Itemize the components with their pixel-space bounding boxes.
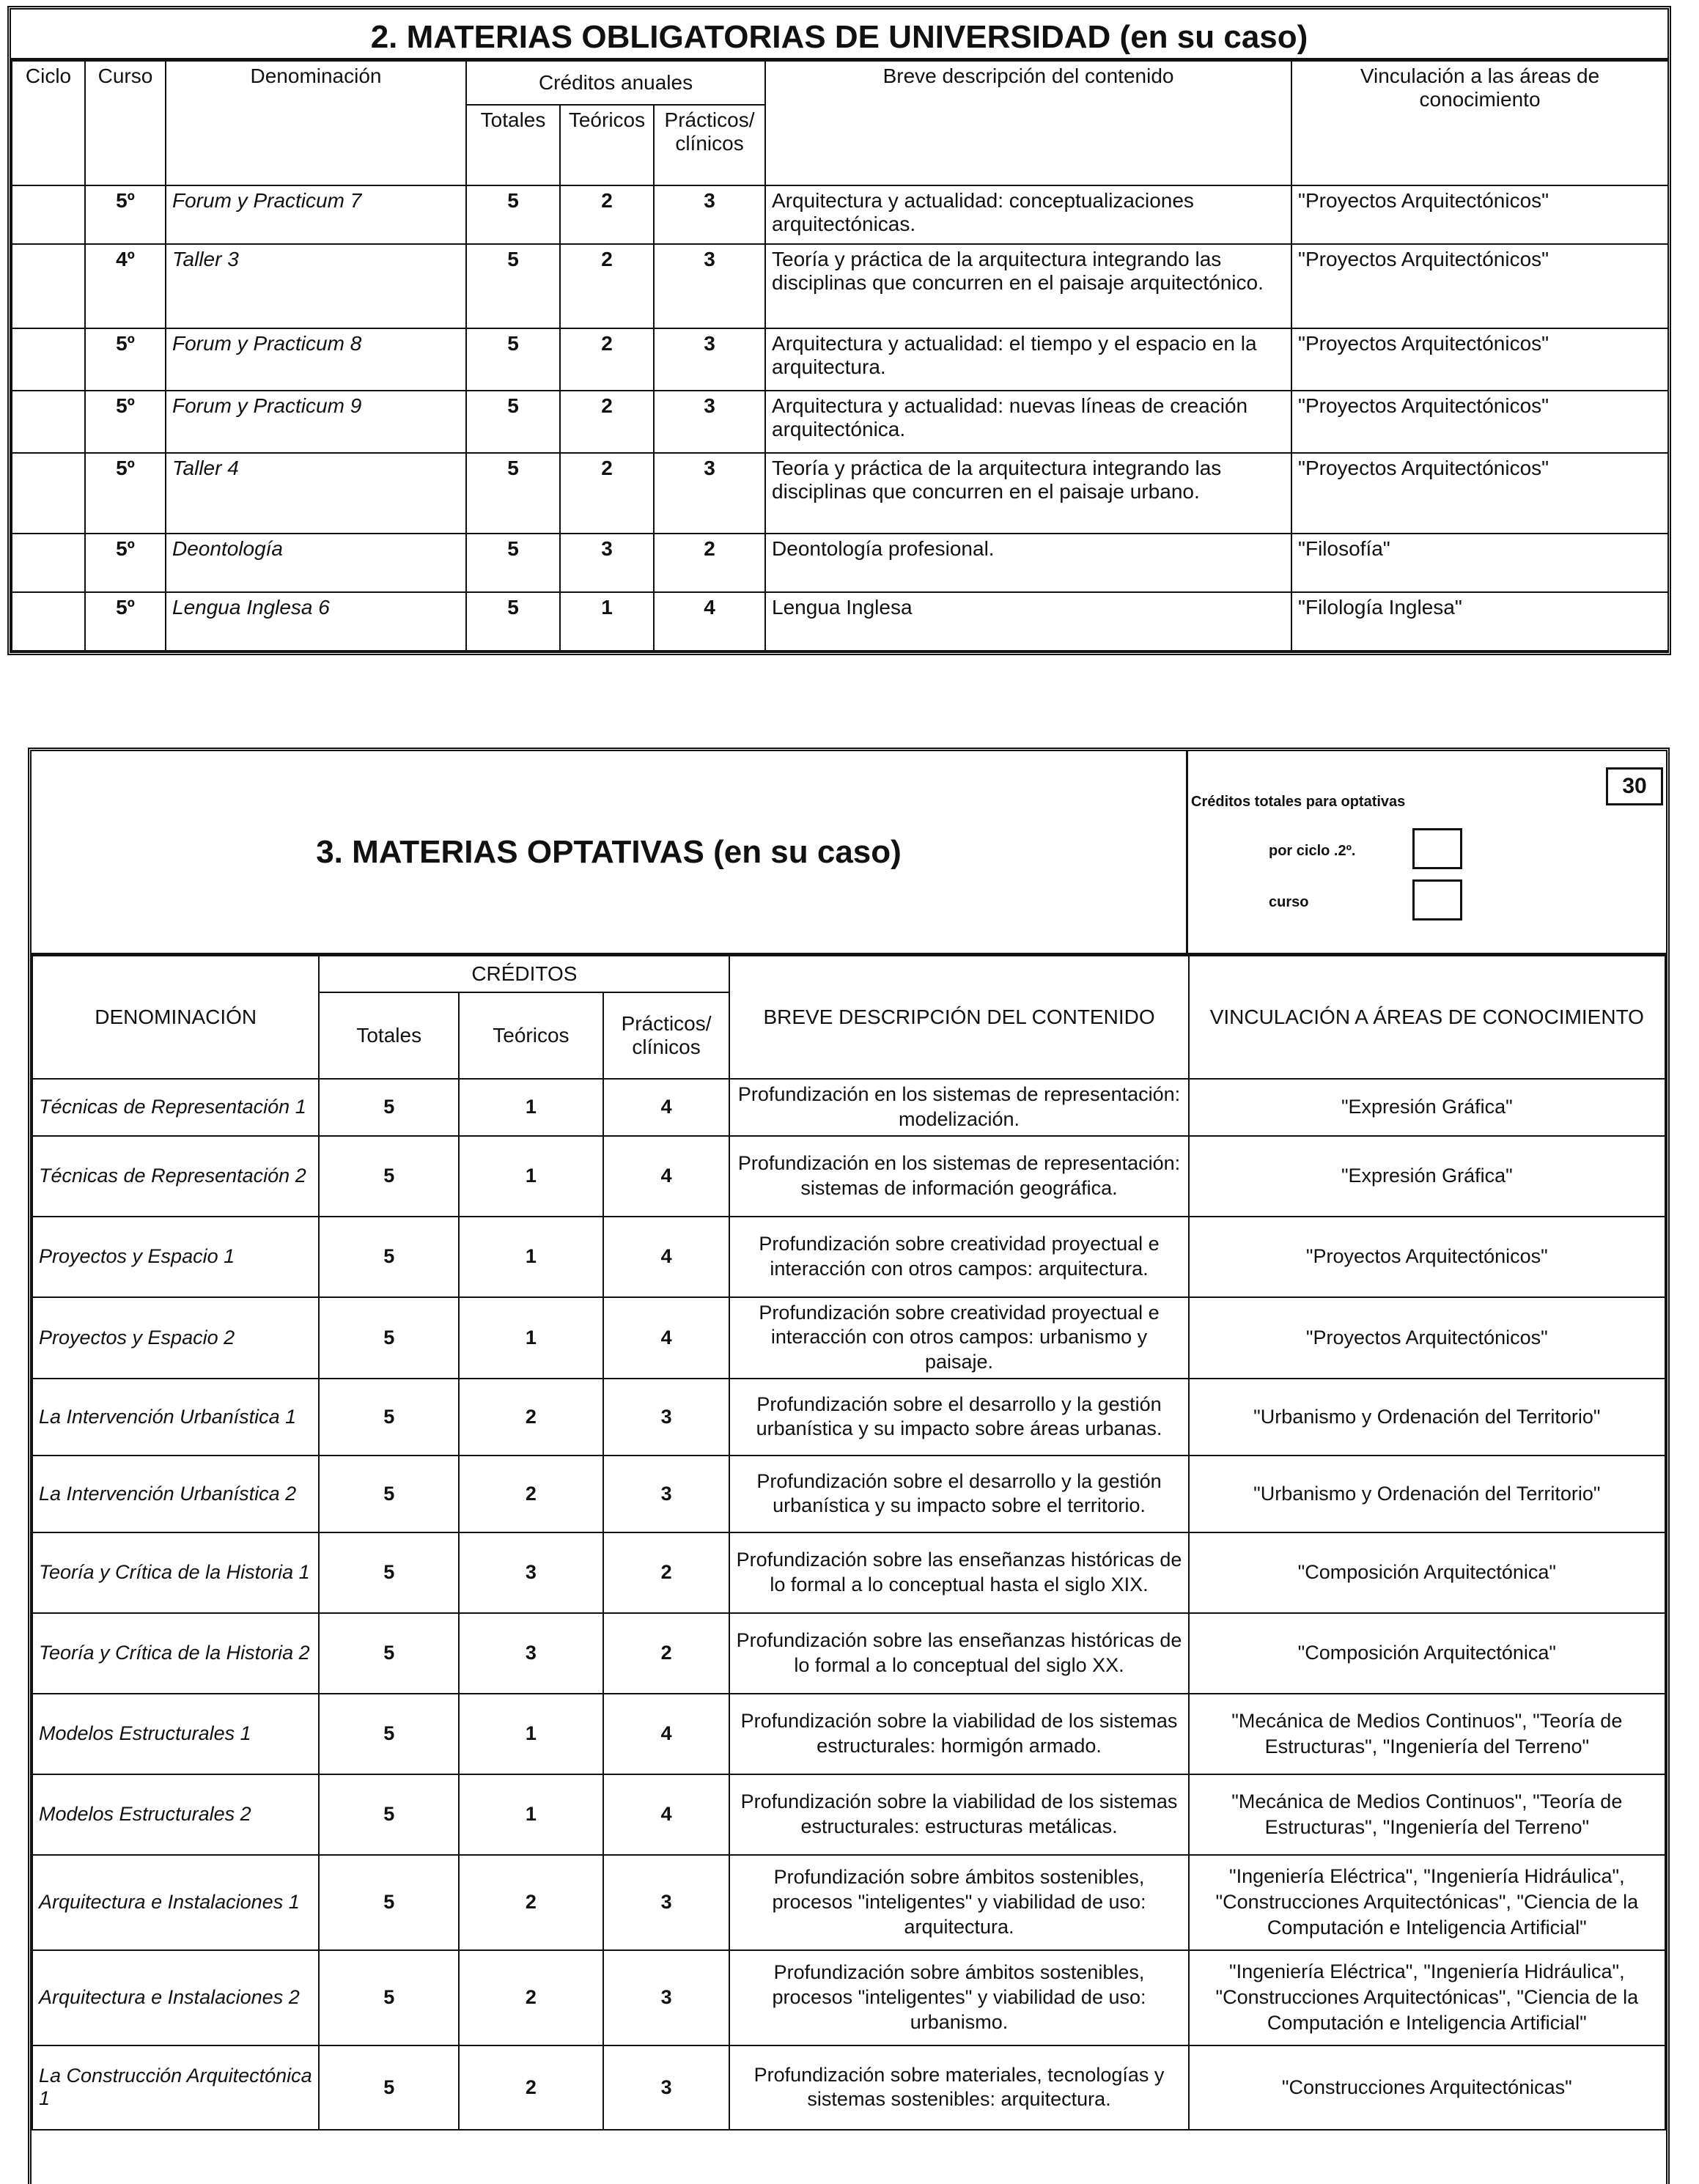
practicos-cell: 4	[603, 1694, 730, 1774]
descripcion-cell: Profundización en los sistemas de representación: sistemas de información geográfica.	[729, 1136, 1188, 1217]
curso-cell: 5º	[85, 592, 166, 651]
teoricos-cell: 2	[560, 391, 654, 453]
denominacion-cell: Forum y Practicum 8	[166, 328, 466, 391]
vinculacion-cell: "Proyectos Arquitectónicos"	[1189, 1297, 1665, 1379]
descripcion-cell: Profundización sobre el desarrollo y la gestión urbanística y su impacto sobre el territorio.	[729, 1456, 1188, 1532]
practicos-cell: 4	[654, 592, 765, 651]
practicos-cell: 3	[654, 328, 765, 391]
table-row	[32, 1379, 1665, 1456]
practicos-cell: 3	[603, 1950, 730, 2045]
practicos-cell: 2	[603, 1613, 730, 1694]
curso-label: curso	[1269, 894, 1309, 910]
practicos-cell: 4	[603, 1136, 730, 1217]
teoricos-cell: 1	[459, 1774, 603, 1855]
denominacion-cell: La Intervención Urbanística 2	[32, 1456, 319, 1532]
denominacion-cell: Modelos Estructurales 2	[32, 1774, 319, 1855]
teoricos-cell: 3	[459, 1532, 603, 1613]
vinculacion-cell: "Filosofía"	[1291, 534, 1668, 592]
table-row	[12, 592, 1668, 651]
header-practicos: Prácticos/ clínicos	[603, 992, 730, 1079]
totales-cell: 5	[466, 534, 560, 592]
vinculacion-cell: "Ingeniería Eléctrica", "Ingeniería Hidráulica", "Construcciones Arquitectónicas", "Ciencia de la Computación e Inteligencia Artificial"	[1189, 1950, 1665, 2045]
table-row	[32, 1217, 1665, 1297]
totales-cell: 5	[319, 1456, 459, 1532]
practicos-cell: 3	[603, 1379, 730, 1456]
totales-cell: 5	[319, 1297, 459, 1379]
curso-cell: 5º	[85, 534, 166, 592]
teoricos-cell: 2	[459, 1379, 603, 1456]
denominacion-cell: Lengua Inglesa 6	[166, 592, 466, 651]
vinculacion-cell: "Proyectos Arquitectónicos"	[1291, 328, 1668, 391]
totales-cell: 5	[319, 1217, 459, 1297]
curso-cell: 4º	[85, 244, 166, 328]
curso-cell: 5º	[85, 328, 166, 391]
section-obligatorias	[7, 6, 1671, 655]
descripcion-cell: Lengua Inglesa	[765, 592, 1291, 651]
header-teoricos: Teóricos	[560, 105, 654, 185]
totales-cell: 5	[319, 1950, 459, 2045]
descripcion-cell: Profundización sobre creatividad proyectual e interacción con otros campos: urbanismo y paisaje.	[729, 1297, 1188, 1379]
section-optativas	[28, 748, 1670, 2184]
header-creditos: CRÉDITOS	[319, 956, 729, 992]
teoricos-cell: 2	[560, 185, 654, 244]
header-vinculacion: Vinculación a las áreas de conocimiento	[1291, 61, 1668, 185]
practicos-cell: 3	[603, 2045, 730, 2130]
vinculacion-cell: "Expresión Gráfica"	[1189, 1079, 1665, 1136]
table-row	[32, 1297, 1665, 1379]
totales-cell: 5	[466, 453, 560, 534]
denominacion-cell: Arquitectura e Instalaciones 1	[32, 1855, 319, 1950]
denominacion-cell: Arquitectura e Instalaciones 2	[32, 1950, 319, 2045]
table-row	[32, 1774, 1665, 1855]
header-denominacion: Denominación	[166, 61, 466, 185]
teoricos-cell: 1	[459, 1136, 603, 1217]
totales-cell: 5	[319, 1136, 459, 1217]
table-row	[12, 244, 1668, 328]
practicos-cell: 3	[603, 1855, 730, 1950]
obligatorias-table	[11, 60, 1669, 652]
denominacion-cell: Forum y Practicum 7	[166, 185, 466, 244]
table-row	[32, 1079, 1665, 1136]
practicos-cell: 4	[603, 1079, 730, 1136]
descripcion-cell: Profundización en los sistemas de representación: modelización.	[729, 1079, 1188, 1136]
table-row	[32, 1613, 1665, 1694]
vinculacion-cell: "Composición Arquitectónica"	[1189, 1613, 1665, 1694]
descripcion-cell: Profundización sobre la viabilidad de los sistemas estructurales: estructuras metálicas.	[729, 1774, 1188, 1855]
descripcion-cell: Profundización sobre ámbitos sostenibles, procesos "inteligentes" y viabilidad de uso: arquitectura.	[729, 1855, 1188, 1950]
table-row	[12, 453, 1668, 534]
denominacion-cell: Teoría y Crítica de la Historia 2	[32, 1613, 319, 1694]
descripcion-cell: Arquitectura y actualidad: nuevas líneas de creación arquitectónica.	[765, 391, 1291, 453]
totales-cell: 5	[466, 391, 560, 453]
totales-cell: 5	[319, 1379, 459, 1456]
vinculacion-cell: "Proyectos Arquitectónicos"	[1291, 244, 1668, 328]
teoricos-cell: 1	[459, 1297, 603, 1379]
teoricos-cell: 2	[459, 1855, 603, 1950]
descripcion-cell: Arquitectura y actualidad: conceptualizaciones arquitectónicas.	[765, 185, 1291, 244]
optativas-table	[32, 955, 1666, 2130]
creditos-totales-label: Créditos totales para optativas	[1191, 794, 1406, 810]
practicos-cell: 2	[603, 1532, 730, 1613]
section3-header	[32, 751, 1666, 955]
table-row	[32, 1456, 1665, 1532]
denominacion-cell: La Construcción Arquitectónica 1	[32, 2045, 319, 2130]
vinculacion-cell: "Mecánica de Medios Continuos", "Teoría de Estructuras", "Ingeniería del Terreno"	[1189, 1774, 1665, 1855]
ciclo-cell	[12, 391, 85, 453]
teoricos-cell: 3	[560, 534, 654, 592]
vinculacion-cell: "Composición Arquitectónica"	[1189, 1532, 1665, 1613]
vinculacion-cell: "Proyectos Arquitectónicos"	[1291, 391, 1668, 453]
descripcion-cell: Profundización sobre materiales, tecnologías y sistemas sostenibles: arquitectura.	[729, 2045, 1188, 2130]
descripcion-cell: Teoría y práctica de la arquitectura integrando las disciplinas que concurren en el paisaje urbano.	[765, 453, 1291, 534]
por-ciclo-box[interactable]	[1412, 828, 1462, 869]
totales-cell: 5	[319, 2045, 459, 2130]
practicos-cell: 3	[654, 244, 765, 328]
section3-title: 3. MATERIAS OPTATIVAS (en su caso)	[32, 751, 1188, 953]
vinculacion-cell: "Proyectos Arquitectónicos"	[1291, 453, 1668, 534]
descripcion-cell: Profundización sobre el desarrollo y la gestión urbanística y su impacto sobre áreas urbanas.	[729, 1379, 1188, 1456]
header-totales: Totales	[319, 992, 459, 1079]
header-curso: Curso	[85, 61, 166, 185]
vinculacion-cell: "Proyectos Arquitectónicos"	[1291, 185, 1668, 244]
table-row	[12, 391, 1668, 453]
optativas-credit-summary	[1188, 751, 1666, 953]
totales-cell: 5	[319, 1694, 459, 1774]
vinculacion-cell: "Proyectos Arquitectónicos"	[1189, 1217, 1665, 1297]
denominacion-cell: La Intervención Urbanística 1	[32, 1379, 319, 1456]
descripcion-cell: Profundización sobre la viabilidad de los sistemas estructurales: hormigón armado.	[729, 1694, 1188, 1774]
table-row	[32, 1532, 1665, 1613]
por-ciclo-label: por ciclo .2º.	[1269, 843, 1356, 859]
teoricos-cell: 1	[459, 1694, 603, 1774]
practicos-cell: 3	[654, 453, 765, 534]
header-vinculacion: VINCULACIÓN A ÁREAS DE CONOCIMIENTO	[1189, 956, 1665, 1079]
header-descripcion: BREVE DESCRIPCIÓN DEL CONTENIDO	[729, 956, 1188, 1079]
totales-cell: 5	[319, 1613, 459, 1694]
totales-cell: 5	[466, 328, 560, 391]
practicos-cell: 4	[603, 1217, 730, 1297]
teoricos-cell: 2	[459, 1456, 603, 1532]
totales-cell: 5	[466, 592, 560, 651]
totales-cell: 5	[319, 1774, 459, 1855]
descripcion-cell: Profundización sobre las enseñanzas históricas de lo formal a lo conceptual del siglo XX.	[729, 1613, 1188, 1694]
teoricos-cell: 1	[459, 1079, 603, 1136]
denominacion-cell: Taller 3	[166, 244, 466, 328]
practicos-cell: 3	[654, 185, 765, 244]
teoricos-cell: 2	[560, 328, 654, 391]
teoricos-cell: 2	[459, 1950, 603, 2045]
table-row	[32, 2045, 1665, 2130]
totales-cell: 5	[319, 1079, 459, 1136]
descripcion-cell: Deontología profesional.	[765, 534, 1291, 592]
teoricos-cell: 2	[459, 2045, 603, 2130]
denominacion-cell: Forum y Practicum 9	[166, 391, 466, 453]
curso-cell: 5º	[85, 185, 166, 244]
vinculacion-cell: "Urbanismo y Ordenación del Territorio"	[1189, 1456, 1665, 1532]
ciclo-cell	[12, 592, 85, 651]
descripcion-cell: Profundización sobre creatividad proyectual e interacción con otros campos: arquitectura.	[729, 1217, 1188, 1297]
totales-cell: 5	[466, 244, 560, 328]
totales-cell: 5	[319, 1855, 459, 1950]
ciclo-cell	[12, 185, 85, 244]
header-descripcion: Breve descripción del contenido	[765, 61, 1291, 185]
denominacion-cell: Técnicas de Representación 2	[32, 1136, 319, 1217]
header-creditos-anuales: Créditos anuales	[466, 61, 765, 105]
table-row	[32, 1694, 1665, 1774]
header-denominacion: DENOMINACIÓN	[32, 956, 319, 1079]
totales-cell: 5	[319, 1532, 459, 1613]
denominacion-cell: Deontología	[166, 534, 466, 592]
teoricos-cell: 2	[560, 244, 654, 328]
denominacion-cell: Proyectos y Espacio 1	[32, 1217, 319, 1297]
vinculacion-cell: "Mecánica de Medios Continuos", "Teoría de Estructuras", "Ingeniería del Terreno"	[1189, 1694, 1665, 1774]
practicos-cell: 3	[654, 391, 765, 453]
descripcion-cell: Teoría y práctica de la arquitectura integrando las disciplinas que concurren en el paisaje arquitectónico.	[765, 244, 1291, 328]
teoricos-cell: 1	[560, 592, 654, 651]
curso-cell: 5º	[85, 391, 166, 453]
header-teoricos: Teóricos	[459, 992, 603, 1079]
header-practicos: Prácticos/ clínicos	[654, 105, 765, 185]
table-row	[32, 1136, 1665, 1217]
vinculacion-cell: "Filología Inglesa"	[1291, 592, 1668, 651]
teoricos-cell: 3	[459, 1613, 603, 1694]
denominacion-cell: Modelos Estructurales 1	[32, 1694, 319, 1774]
denominacion-cell: Proyectos y Espacio 2	[32, 1297, 319, 1379]
section2-title: 2. MATERIAS OBLIGATORIAS DE UNIVERSIDAD (en su caso)	[11, 10, 1667, 60]
ciclo-cell	[12, 534, 85, 592]
teoricos-cell: 1	[459, 1217, 603, 1297]
denominacion-cell: Teoría y Crítica de la Historia 1	[32, 1532, 319, 1613]
table-row	[12, 185, 1668, 244]
header-totales: Totales	[466, 105, 560, 185]
vinculacion-cell: "Urbanismo y Ordenación del Territorio"	[1189, 1379, 1665, 1456]
vinculacion-cell: "Construcciones Arquitectónicas"	[1189, 2045, 1665, 2130]
creditos-totales-value: 30	[1606, 767, 1663, 805]
practicos-cell: 2	[654, 534, 765, 592]
table-row	[32, 1855, 1665, 1950]
table-row	[12, 534, 1668, 592]
table-row	[12, 328, 1668, 391]
ciclo-cell	[12, 328, 85, 391]
table-row	[32, 1950, 1665, 2045]
teoricos-cell: 2	[560, 453, 654, 534]
vinculacion-cell: "Ingeniería Eléctrica", "Ingeniería Hidráulica", "Construcciones Arquitectónicas", "Ciencia de la Computación e Inteligencia Artificial"	[1189, 1855, 1665, 1950]
descripcion-cell: Profundización sobre las enseñanzas históricas de lo formal a lo conceptual hasta el siglo XIX.	[729, 1532, 1188, 1613]
curso-box[interactable]	[1412, 879, 1462, 921]
practicos-cell: 4	[603, 1774, 730, 1855]
denominacion-cell: Técnicas de Representación 1	[32, 1079, 319, 1136]
descripcion-cell: Profundización sobre ámbitos sostenibles, procesos "inteligentes" y viabilidad de uso: urbanismo.	[729, 1950, 1188, 2045]
descripcion-cell: Arquitectura y actualidad: el tiempo y el espacio en la arquitectura.	[765, 328, 1291, 391]
curso-cell: 5º	[85, 453, 166, 534]
header-ciclo: Ciclo	[12, 61, 85, 185]
vinculacion-cell: "Expresión Gráfica"	[1189, 1136, 1665, 1217]
totales-cell: 5	[466, 185, 560, 244]
practicos-cell: 4	[603, 1297, 730, 1379]
ciclo-cell	[12, 244, 85, 328]
ciclo-cell	[12, 453, 85, 534]
practicos-cell: 3	[603, 1456, 730, 1532]
denominacion-cell: Taller 4	[166, 453, 466, 534]
